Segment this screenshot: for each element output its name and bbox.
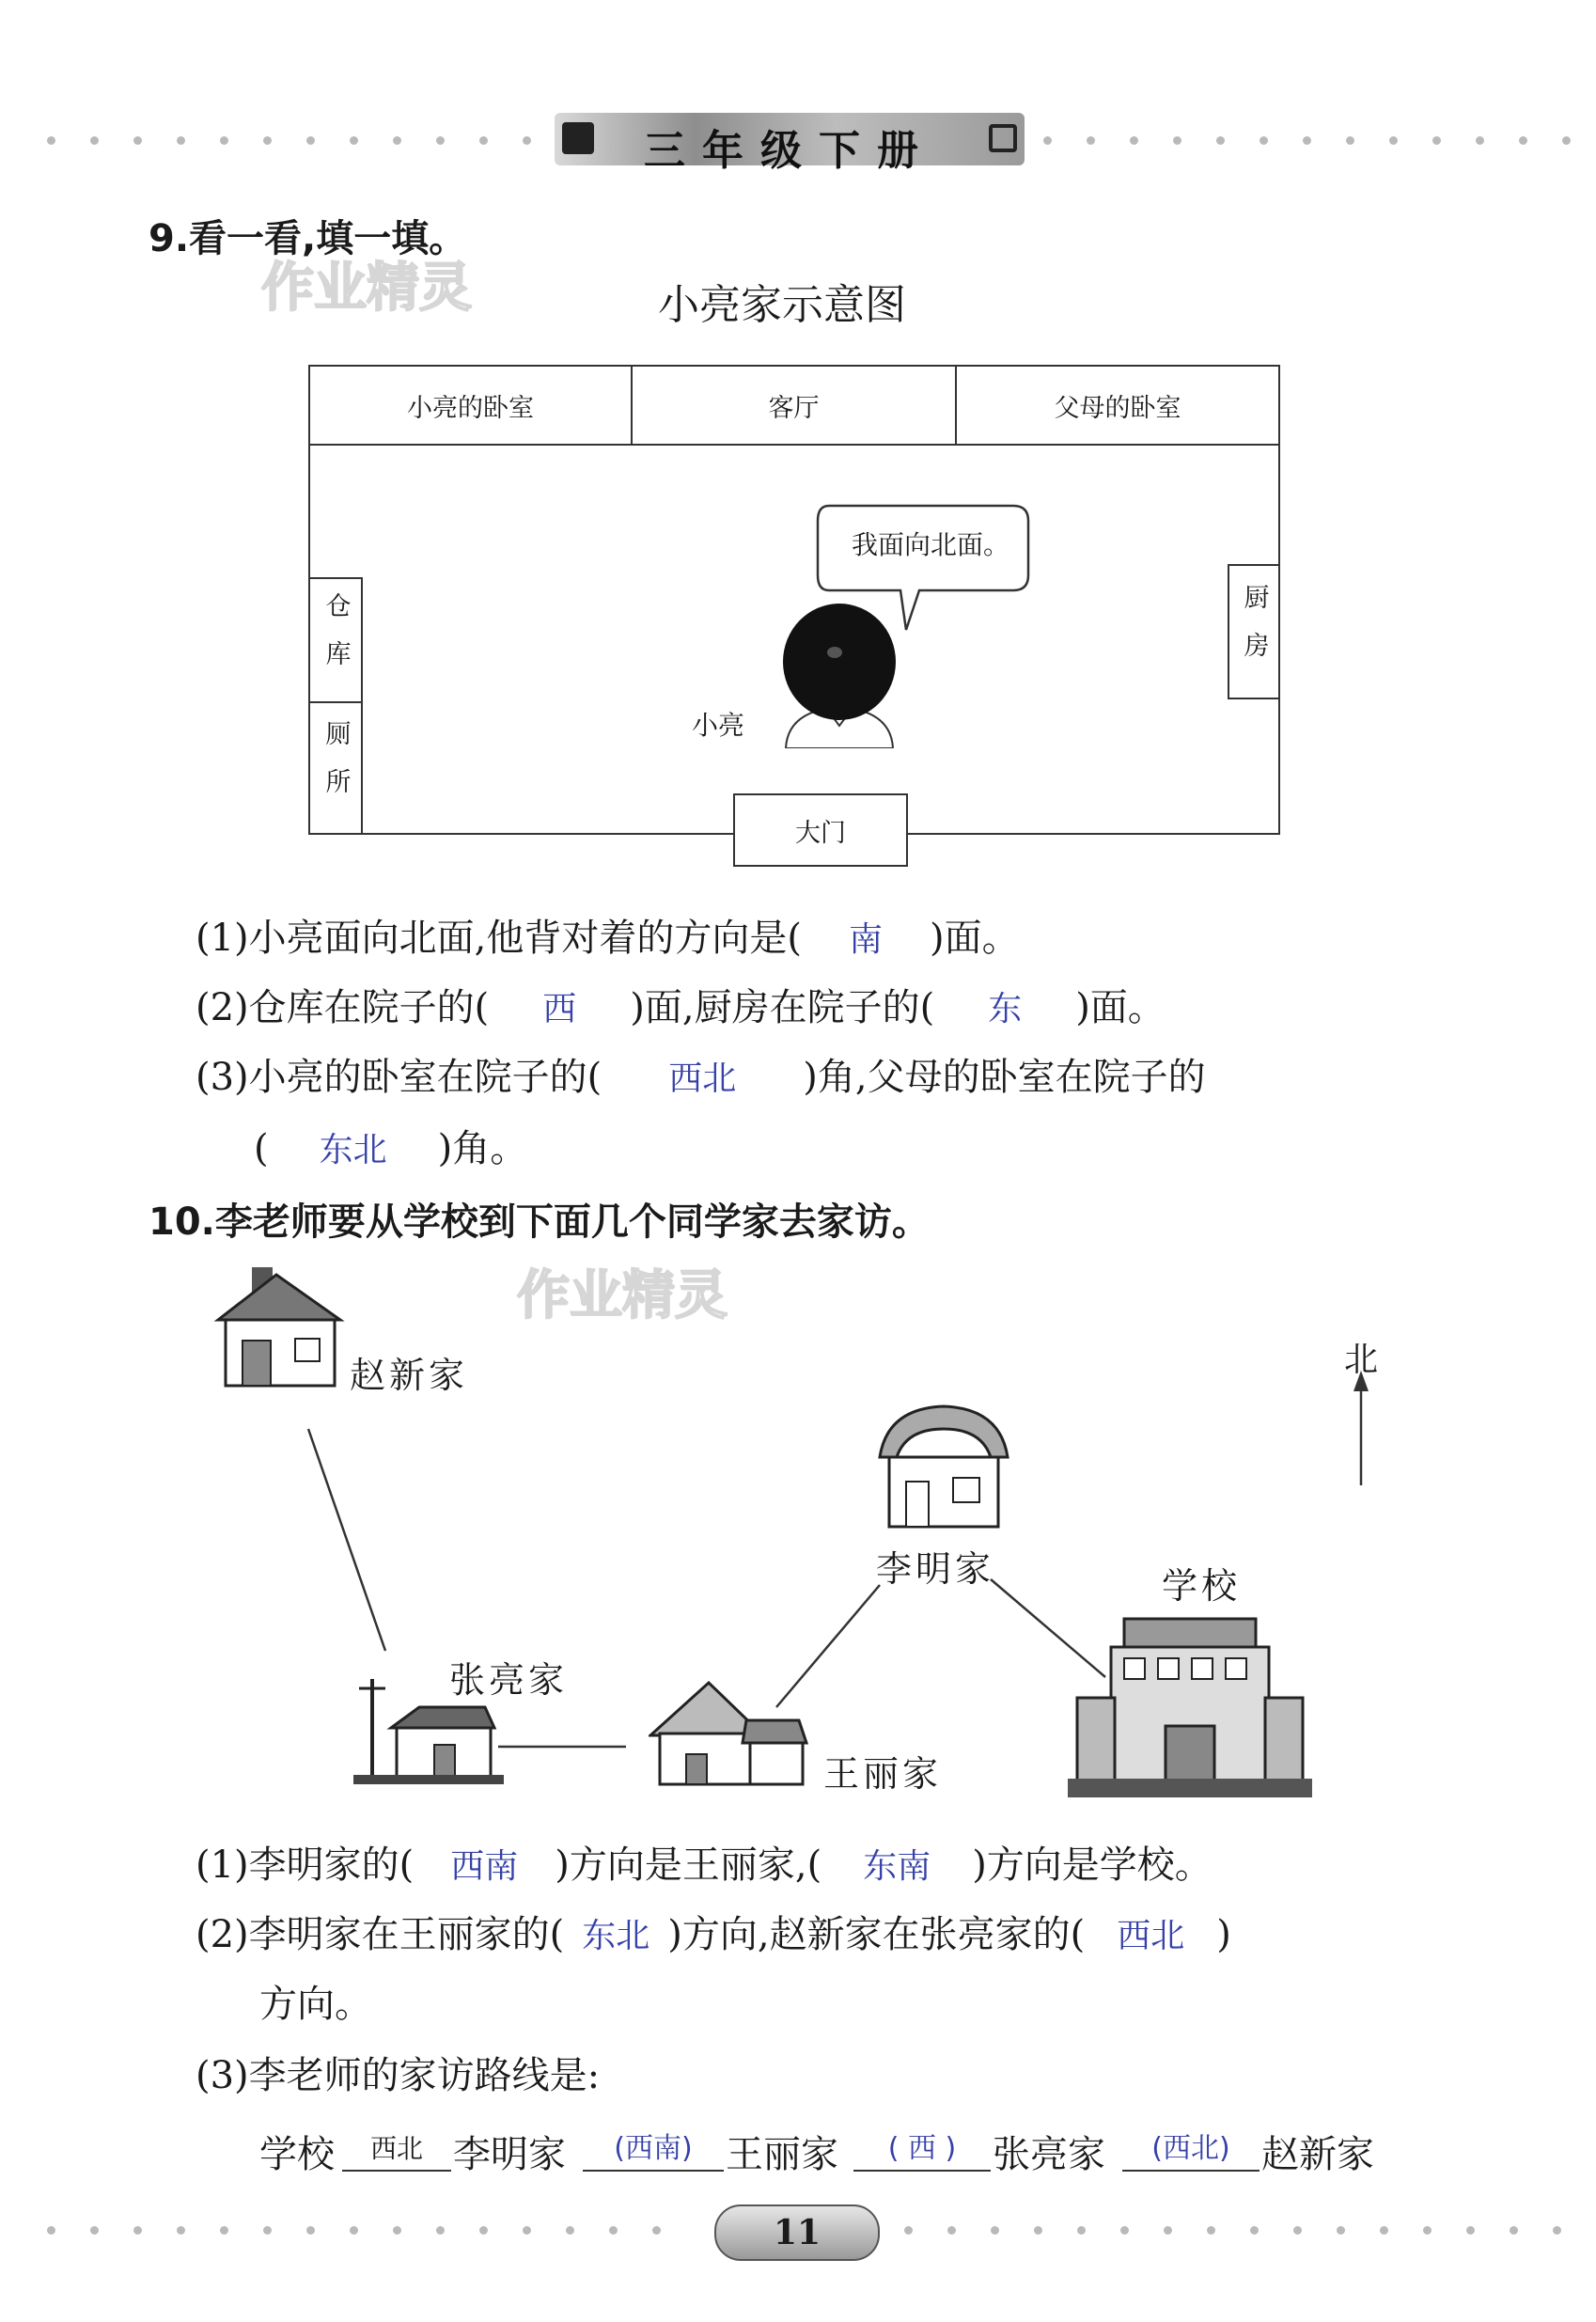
- zhaoxin-house-icon: [209, 1265, 350, 1391]
- answer-blank: 东北: [319, 1131, 387, 1169]
- zhangliang-label: 张亮家: [449, 1659, 569, 1701]
- room-parents-bedroom: 父母的卧室: [955, 365, 1280, 446]
- header-banner: [555, 113, 1025, 175]
- q10-item-2-cont: 方向。: [259, 1983, 372, 2026]
- answer-blank: 西南: [450, 1847, 519, 1886]
- footer-dots-right: [904, 2226, 1596, 2236]
- north-label: 北: [1344, 1341, 1379, 1379]
- header-dots-left: [47, 136, 566, 146]
- q9-item-3: (3)小亮的卧室在院子的( 西北 )角,父母的卧室在院子的: [196, 1047, 1206, 1101]
- room-living-room: 客厅: [631, 365, 957, 446]
- q9-title: 9.看一看,填一填。: [149, 217, 467, 260]
- answer-blank: 西: [542, 990, 577, 1028]
- watermark: 作业精灵: [261, 258, 472, 319]
- route-liming: 李明家: [453, 2133, 566, 2176]
- route-zhangliang: 张亮家: [993, 2133, 1105, 2176]
- wangli-house-icon: [649, 1673, 808, 1786]
- route-arrow-2: (西南): [583, 2132, 724, 2166]
- liming-label: 李明家: [876, 1548, 995, 1590]
- q10-item-1: (1)李明家的( 西南 )方向是王丽家,( 东南 )方向是学校。: [196, 1835, 1213, 1889]
- page-number: 11: [714, 2204, 880, 2261]
- q10-item-2: (2)李明家在王丽家的( 东北 )方向,赵新家在张亮家的( 西北 ): [196, 1905, 1231, 1958]
- route-zhaoxin: 赵新家: [1261, 2133, 1374, 2176]
- liming-house-icon: [868, 1401, 1019, 1530]
- answer-blank: 东南: [863, 1847, 931, 1886]
- watermark: 作业精灵: [517, 1265, 728, 1326]
- room-xiaoliang-bedroom: 小亮的卧室: [308, 365, 633, 446]
- grade-title: 三年级下册: [644, 127, 935, 175]
- person-label: 小亮: [692, 710, 745, 741]
- footer-dots-left: [47, 2226, 696, 2236]
- q9-item-1: (1)小亮面向北面,他背对着的方向是( 南 )面。: [196, 908, 1020, 962]
- answer-blank: 东: [988, 990, 1023, 1028]
- q10-item-3: (3)李老师的家访路线是:: [196, 2054, 601, 2097]
- zhaoxin-label: 赵新家: [350, 1355, 469, 1396]
- wangli-label: 王丽家: [823, 1753, 943, 1795]
- room-storage: 仓库: [308, 577, 363, 703]
- room-gate: 大门: [733, 793, 908, 867]
- answer-blank: 西北: [668, 1059, 737, 1098]
- book-icon: [989, 124, 1017, 152]
- header-dots-right: [1043, 136, 1596, 146]
- route-arrow-4: (西北): [1122, 2132, 1260, 2166]
- route-start: 学校: [259, 2133, 335, 2176]
- route-arrow-1: 西北: [342, 2132, 451, 2166]
- q10-title: 10.李老师要从学校到下面几个同学家去家访。: [149, 1200, 930, 1244]
- diagram-title: 小亮家示意图: [658, 281, 906, 329]
- answer-blank: 东北: [582, 1917, 650, 1955]
- answer-blank: 南: [848, 920, 883, 959]
- school-label: 学校: [1162, 1565, 1242, 1607]
- school-building-icon: [1068, 1613, 1312, 1801]
- boy-back-icon: [769, 598, 910, 748]
- route-wangli: 王丽家: [726, 2133, 838, 2176]
- room-kitchen: 厨房: [1228, 564, 1280, 699]
- speech-text: 我面向北面。: [852, 529, 1010, 560]
- route-arrow-3: ( 西 ): [853, 2132, 991, 2166]
- q9-item-3-cont: ( 东北 )角。: [254, 1119, 527, 1172]
- room-toilet: 厕所: [308, 701, 363, 835]
- q9-item-2: (2)仓库在院子的( 西 )面,厨房在院子的( 东 )面。: [196, 978, 1166, 1031]
- answer-blank: 西北: [1117, 1917, 1185, 1955]
